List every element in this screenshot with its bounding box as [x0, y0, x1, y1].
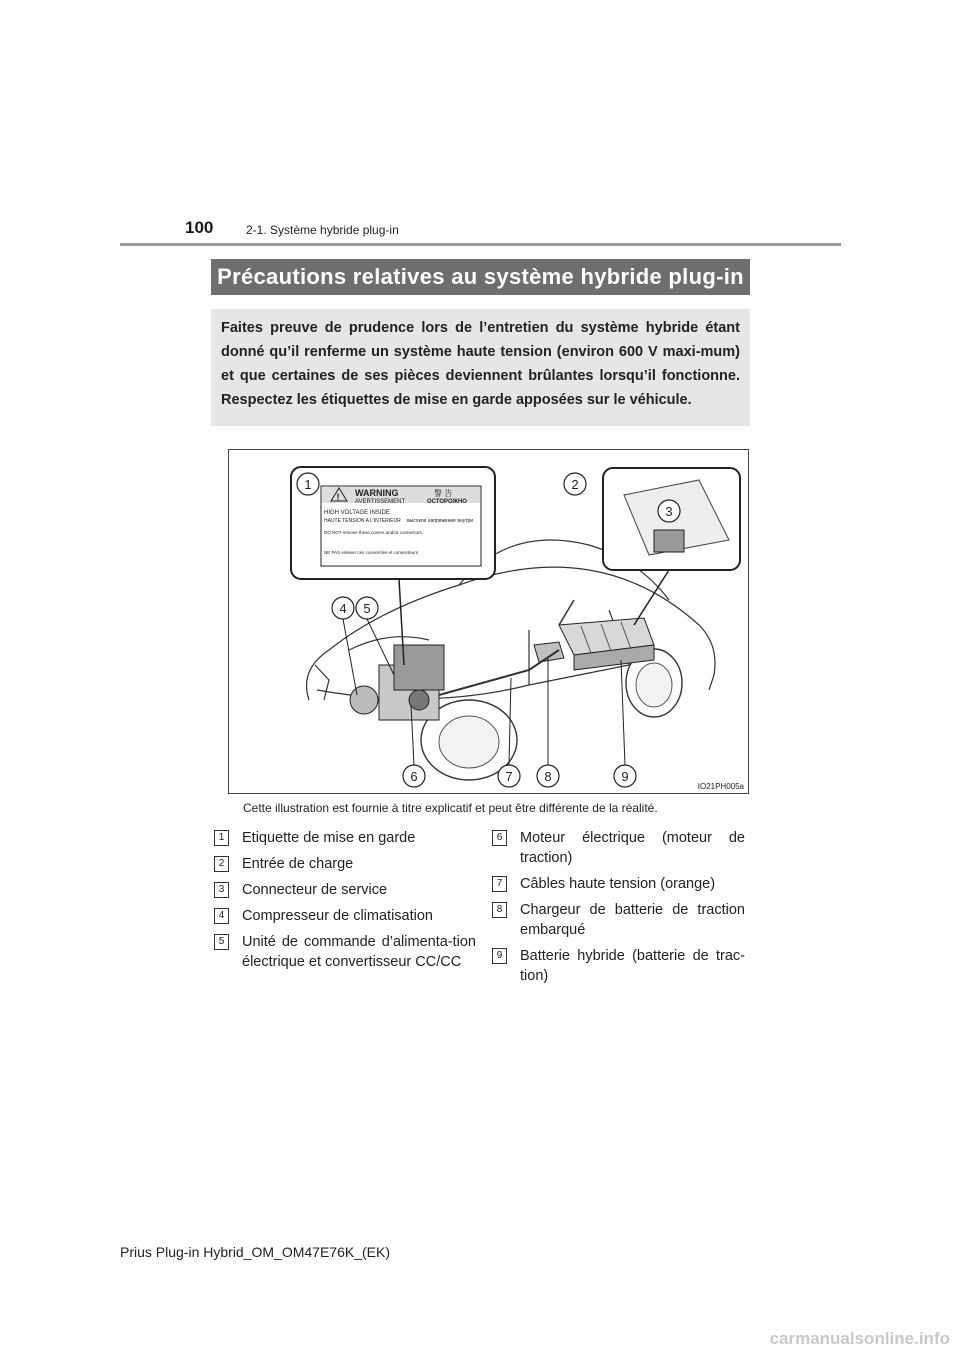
item-text: Entrée de charge [242, 856, 354, 872]
label-warning-text: WARNING [355, 488, 399, 498]
label-ru-text: ОСТОРОЖНО [427, 499, 467, 505]
list-item [214, 932, 476, 972]
warning-label-inset [291, 467, 495, 665]
figure-caption: Cette illustration est fournie à titre explicatif et peut être différente de la réalité. [243, 801, 658, 815]
item-number: 5 [214, 934, 229, 950]
legend-left [214, 828, 476, 978]
intro-box [211, 309, 750, 426]
callout-5 [356, 597, 378, 619]
item-text: Chargeur de batterie de traction embarqué [520, 902, 745, 938]
callout-3-label: 3 [665, 504, 673, 519]
item-text: Unité de commande d’alimenta-tion électrique et convertisseur CC/CC [242, 934, 476, 970]
list-item [214, 828, 476, 848]
hv-battery [559, 618, 654, 670]
callout-1 [297, 473, 319, 495]
callout-6-label: 6 [410, 769, 418, 784]
callout-7-label: 7 [505, 769, 513, 784]
item-number: 3 [214, 882, 229, 898]
callout-8 [537, 765, 559, 787]
footer-manual-id: Prius Plug-in Hybrid_OM_OM47E76K_(EK) [120, 1244, 390, 1260]
item-number: 6 [492, 830, 507, 846]
list-item [492, 900, 745, 940]
callout-1-label: 1 [304, 477, 312, 492]
callout-9 [614, 765, 636, 787]
label-avertissement-text: AVERTISSEMENT [355, 499, 406, 505]
engine-bay [350, 645, 444, 720]
charger [534, 642, 564, 662]
charge-inlet-cable [559, 600, 574, 625]
callout-5-label: 5 [363, 601, 371, 616]
item-text: Compresseur de climatisation [242, 908, 433, 924]
list-item [214, 880, 476, 900]
header-divider [120, 243, 841, 246]
label-donot-en: DO NOT remove these covers and/or connectors. [324, 530, 423, 535]
item-number: 9 [492, 948, 507, 964]
list-item [214, 854, 476, 874]
callout-9-label: 9 [621, 769, 629, 784]
label-hv-fr: HAUTE TENSION A L'INTERIEUR [324, 518, 401, 524]
item-number: 4 [214, 908, 229, 924]
callout-4-label: 4 [339, 601, 347, 616]
item-text: Etiquette de mise en garde [242, 830, 416, 846]
label-hv-ru: высокое напряжение внутри [407, 518, 474, 524]
label-jp-text: 警 告 [434, 489, 453, 498]
item-text: Connecteur de service [242, 882, 388, 898]
vehicle-illustration [228, 449, 749, 794]
callout-7 [498, 765, 520, 787]
callout-2-label: 2 [571, 477, 579, 492]
list-item [214, 906, 476, 926]
page-title: Précautions relatives au système hybride plug-in [211, 259, 750, 295]
callout-8-label: 8 [544, 769, 552, 784]
section-title: 2-1. Système hybride plug-in [246, 223, 399, 237]
item-number: 2 [214, 856, 229, 872]
item-number: 7 [492, 876, 507, 892]
item-text: Batterie hybride (batterie de trac-tion) [520, 948, 745, 984]
intro-text: Faites preuve de prudence lors de l’entretien du système hybride étant donné qu’il renferme un système haute tension (environ 600 V maxi-mum) et que certaines de ses pièces deviennent brûlantes lorsqu’il fonctionne. Respectez les étiquettes de mise en garde apposées sur le véhicule. [221, 320, 740, 408]
list-item [492, 946, 745, 986]
label-donot-fr: NE PAS enlever ces couvercles et connecteurs. [324, 550, 420, 555]
callout-2 [564, 473, 586, 495]
list-item [492, 874, 745, 894]
svg-text:!: ! [336, 492, 340, 502]
label-hv-en: HIGH VOLTAGE INSIDE [324, 510, 390, 516]
page-number: 100 [185, 218, 214, 237]
item-text: Câbles haute tension (orange) [520, 876, 716, 892]
service-connector-inset [603, 468, 740, 625]
callout-4 [332, 597, 354, 619]
legend-right [492, 828, 745, 992]
watermark: carmanualsonline.info [769, 1329, 950, 1348]
item-number: 1 [214, 830, 229, 846]
item-number: 8 [492, 902, 507, 918]
wheels [421, 649, 682, 780]
figure-code: IO21PH005a [697, 782, 744, 791]
vehicle-diagram [229, 450, 749, 794]
callout-6 [403, 765, 425, 787]
callout-3 [658, 500, 680, 522]
item-text: Moteur électrique (moteur de traction) [520, 830, 745, 866]
list-item [492, 828, 745, 868]
